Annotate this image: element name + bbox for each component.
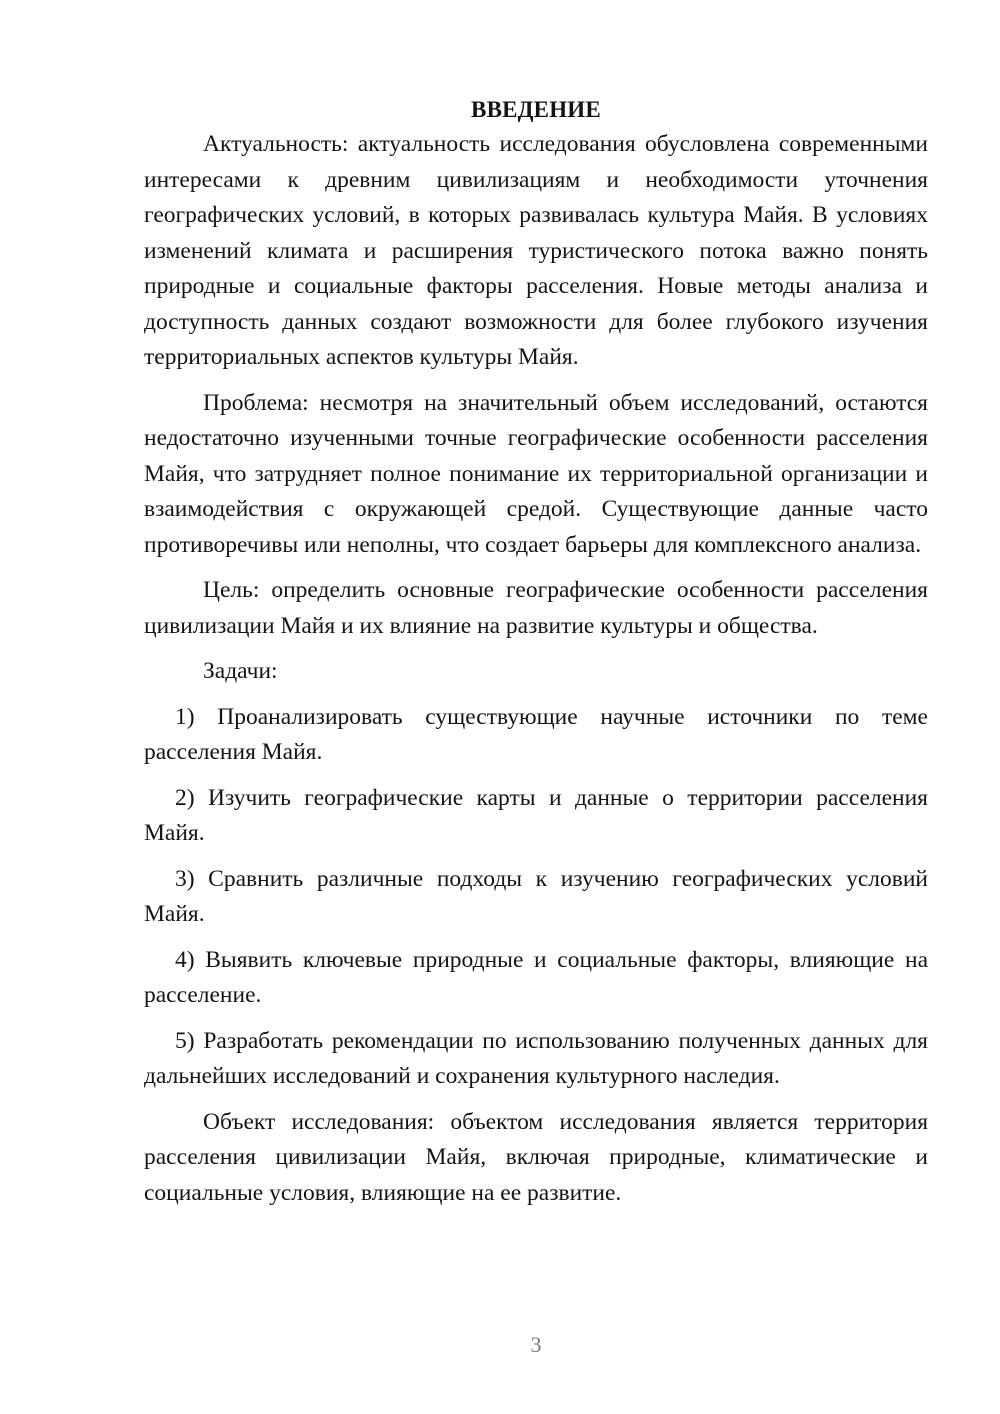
task-item-4: 4) Выявить ключевые природные и социальные факторы, влияющие на расселение. — [144, 946, 928, 1008]
page-number: 3 — [530, 1332, 542, 1357]
paragraph-object: Объект исследования: объектом исследования является территория расселения цивилизации Майя, включая природные, климатические и социальные условия, влияющие на ее развитие. — [144, 1108, 928, 1206]
page-content — [144, 92, 928, 1211]
task-item-3: 3) Сравнить различные подходы к изучению географических условий Майя. — [144, 865, 928, 927]
task-item-1: 1) Проанализировать существующие научные источники по теме расселения Майя. — [144, 703, 928, 765]
paragraph-goal: Цель: определить основные географические особенности расселения цивилизации Майя и их влияние на развитие культуры и общества. — [144, 577, 928, 639]
paragraph-relevance: Актуальность: актуальность исследования обусловлена современными интересами к древним цивилизациям и необходимости уточнения географических условий, в которых развивалась культура Майя. В условиях изменений климата и расширения туристического потока важно понять природные и социальные факторы расселения. Новые методы анализа и доступность данных создают возможности для более глубокого изучения территориальных аспектов культуры Майя. — [144, 131, 928, 370]
task-item-2: 2) Изучить географические карты и данные о территории расселения Майя. — [144, 784, 928, 846]
task-item-5: 5) Разработать рекомендации по использованию полученных данных для дальнейших исследований и сохранения культурного наследия. — [144, 1027, 928, 1089]
paragraph-problem: Проблема: несмотря на значительный объем исследований, остаются недостаточно изученными точные географические особенности расселения Майя, что затрудняет полное понимание их территориальной организации и взаимодействия с окружающей средой. Существующие данные часто противоречивы или неполны, что создает барьеры для комплексного анализа. — [144, 389, 928, 558]
section-title: ВВЕДЕНИЕ — [471, 97, 601, 122]
tasks-label: Задачи: — [203, 658, 278, 684]
